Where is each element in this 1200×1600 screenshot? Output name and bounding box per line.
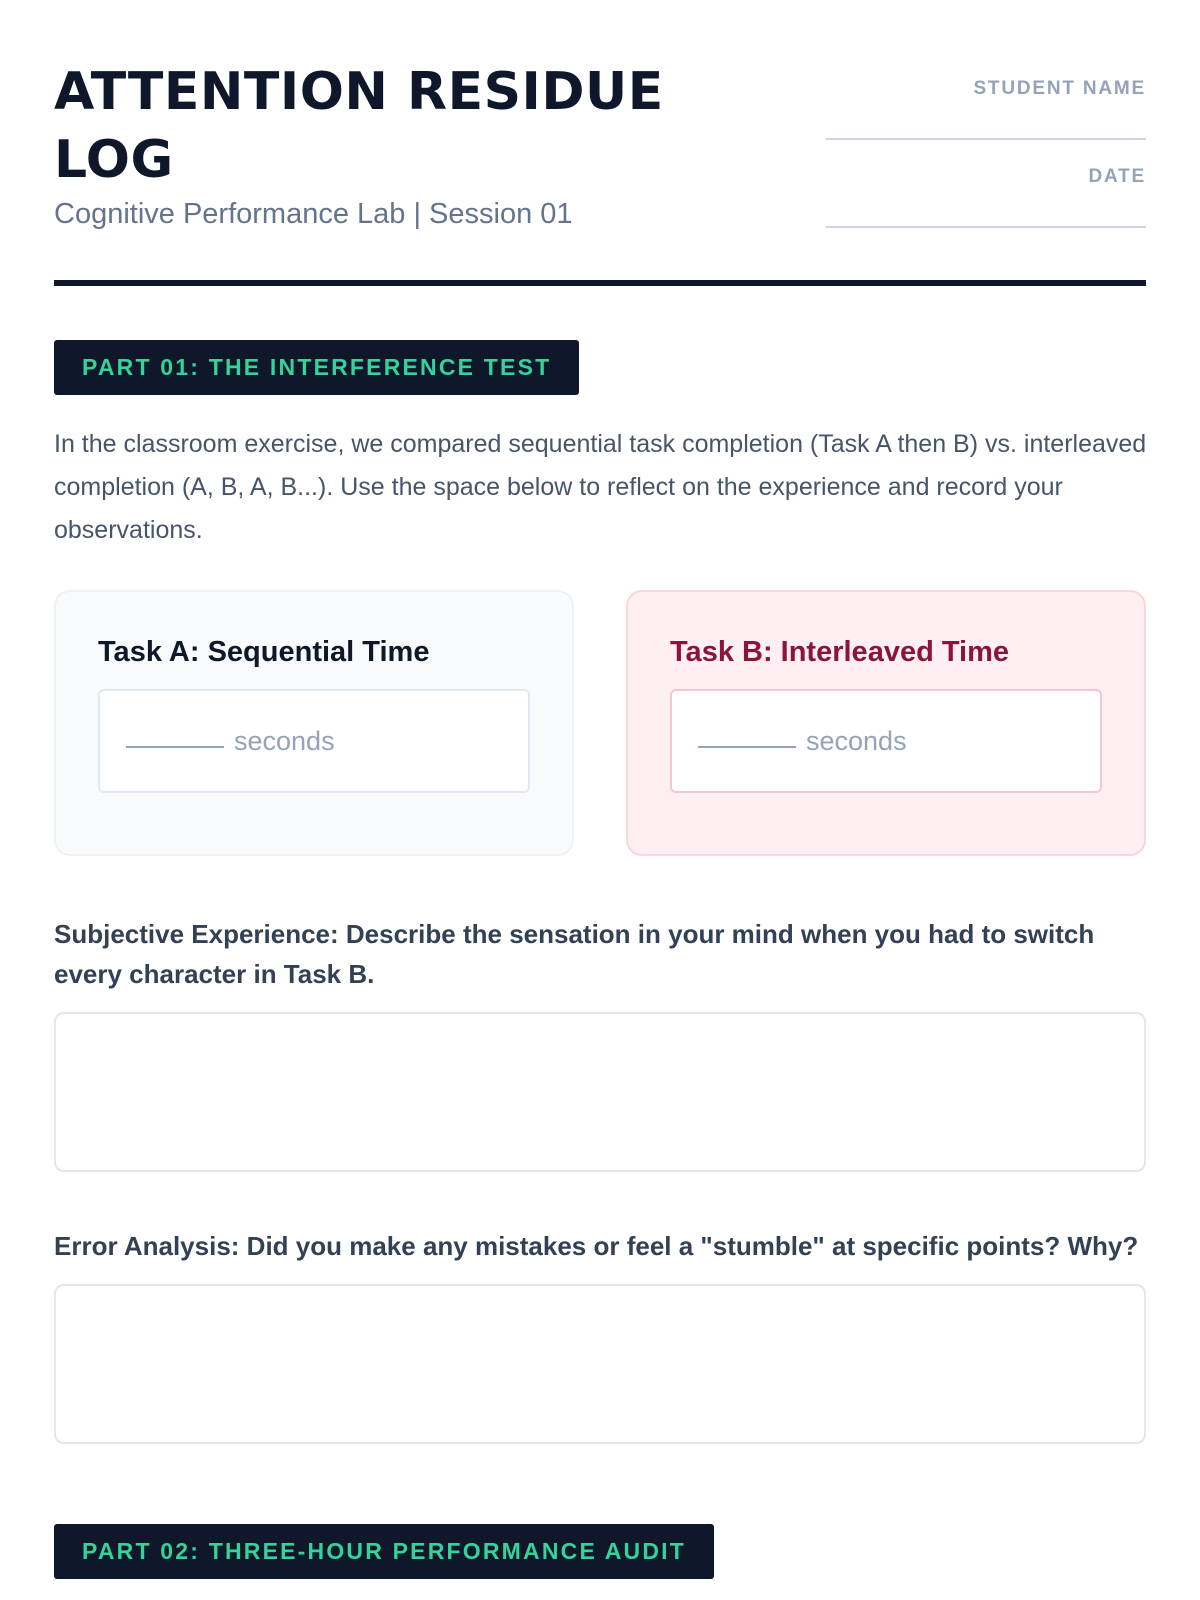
task-a-card xyxy=(54,590,574,856)
task-b-card xyxy=(626,590,1146,856)
worksheet-header xyxy=(54,54,1146,286)
header-divider xyxy=(54,280,1146,286)
date-label: DATE xyxy=(1088,166,1146,187)
task-a-title: Task A: Sequential Time xyxy=(98,636,430,668)
answer-box-error-analysis[interactable] xyxy=(54,1284,1146,1444)
part-01-banner: PART 01: THE INTERFERENCE TEST xyxy=(54,340,579,395)
task-b-unit: seconds xyxy=(806,725,907,756)
question-subjective-experience: Subjective Experience: Describe the sensation in your mind when you had to switch every character in Task B. xyxy=(54,919,1095,989)
task-a-blank xyxy=(126,746,224,748)
date-field[interactable] xyxy=(826,188,1146,228)
page-title: ATTENTION RESIDUE LOG xyxy=(54,62,664,190)
student-name-label: STUDENT NAME xyxy=(973,78,1146,99)
part-01-intro: In the classroom exercise, we compared sequential task completion (Task A then B) vs. interleaved completion (A, B, A, B...). Use the space below to reflect on the experience and record your observations. xyxy=(54,430,1147,544)
task-times xyxy=(54,590,1146,856)
task-b-title: Task B: Interleaved Time xyxy=(670,636,1010,668)
answer-box-subjective-experience[interactable] xyxy=(54,1012,1146,1172)
task-a-unit: seconds xyxy=(234,725,335,756)
student-meta-fields xyxy=(826,78,1146,254)
task-a-time-field[interactable] xyxy=(98,689,530,793)
question-error-analysis: Error Analysis: Did you make any mistakes or feel a "stumble" at specific points? Why? xyxy=(54,1231,1139,1261)
part-02-banner: PART 02: THREE-HOUR PERFORMANCE AUDIT xyxy=(54,1524,714,1579)
task-b-blank xyxy=(698,746,796,748)
student-name-field[interactable] xyxy=(826,100,1146,140)
task-b-time-field[interactable] xyxy=(670,689,1102,793)
page-subtitle: Cognitive Performance Lab | Session 01 xyxy=(54,198,573,230)
